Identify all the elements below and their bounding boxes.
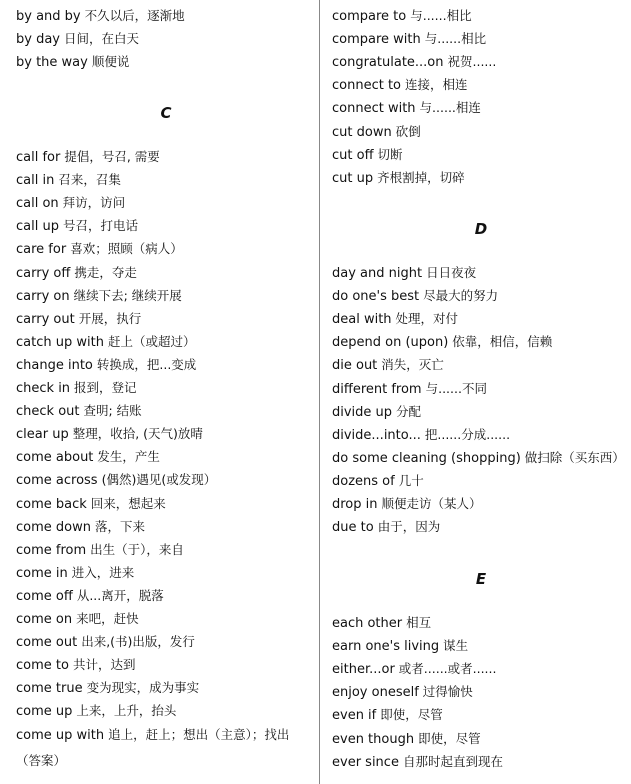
phrase-english: care for [16,242,67,258]
phrase-entry [16,30,139,49]
phrase-entry [16,679,199,698]
phrase-chinese: 召来，召集 [58,172,121,188]
phrase-entry [16,448,160,467]
phrase-entry [332,264,476,283]
phrase-english: catch up with [16,334,104,350]
phrase-english: carry off [16,265,71,281]
phrase-chinese: 切断 [377,146,403,162]
entry-continuation [16,752,66,771]
phrase-english: connect to [332,78,402,94]
phrase-entry [16,541,184,560]
phrase-chinese: 从...离开，脱落 [76,587,164,603]
phrase-chinese: 进入，进来 [71,564,135,580]
phrase-entry [332,380,487,399]
phrase-chinese: 砍倒 [395,123,421,139]
phrase-entry [332,7,472,26]
phrase-english: change into [16,357,93,373]
phrase-entry [16,356,196,375]
phrase-english: by the way [16,55,88,71]
phrase-entry [332,518,440,537]
phrase-chinese: 顺便走访（某人） [381,496,482,511]
phrase-english: each other [332,616,403,631]
phrase-entry [332,76,468,95]
phrase-entry [332,660,496,679]
phrase-entry [332,356,444,375]
phrase-chinese: 赶上（或超过） [107,333,196,349]
phrase-entry [16,264,137,283]
phrase-english: clear up [16,427,69,443]
phrase-english: come true [16,681,83,697]
phrase-chinese: 或者......或者...... [398,661,497,677]
phrase-entry [16,425,203,444]
phrase-chinese: 相互 [406,615,432,630]
phrase-english: dozens of [332,473,395,489]
phrase-chinese: 几十 [398,472,424,488]
phrase-english: check out [16,404,80,420]
phrase-english: call for [16,150,61,165]
phrase-entry [16,610,139,629]
phrase-english: deal with [332,312,392,328]
phrase-entry [332,637,468,656]
phrase-chinese: 开展，执行 [78,310,142,326]
phrase-entry [332,426,510,445]
phrase-english: call in [16,173,55,189]
phrase-chinese: 喜欢；照顾（病人） [70,241,183,257]
phrase-entry [16,194,125,213]
phrase-chinese: 与......相比 [410,8,472,23]
phrase-chinese: 把......分成...... [424,426,511,442]
phrase-entry [16,656,135,675]
phrase-english: come down [16,519,91,535]
phrase-entry [332,706,443,725]
phrase-english: come up with [16,727,105,743]
phrase-english: enjoy oneself [332,685,419,701]
phrase-english: connect with [332,101,416,117]
phrase-chinese: 与......不同 [425,380,487,396]
phrase-english: come back [16,496,87,512]
left-column [16,0,316,784]
phrase-chinese: 做扫除（买东西） [524,449,625,465]
phrase-english: even though [332,731,415,747]
phrase-chinese: 日间，在白天 [64,31,140,47]
phrase-english: different from [332,381,422,397]
phrase-entry [332,53,496,72]
phrase-entry [16,379,137,398]
phrase-chinese: 消失，灭亡 [381,357,444,373]
phrase-chinese: 号召，打电话 [62,218,138,234]
phrase-entry [16,333,195,352]
phrase-english: come in [16,565,68,581]
phrase-chinese: 尽最大的努力 [423,288,499,304]
phrase-english: compare with [332,32,421,48]
phrase-english: depend on (upon) [332,335,449,351]
phrase-entry [332,683,473,702]
phrase-chinese: 顺便说 [91,54,130,70]
phrase-chinese: 与......相比 [424,31,487,47]
phrase-chinese: 来吧，赶快 [76,611,139,626]
phrase-chinese: 提倡，号召, 需要 [64,149,160,164]
phrase-chinese: 处理，对付 [395,311,459,327]
phrase-entry [332,99,481,118]
phrase-english: come off [16,588,73,604]
phrase-entry [332,169,465,188]
section-letter-c: C [160,104,172,122]
phrase-english: call up [16,219,59,235]
column-divider [319,0,320,784]
phrase-english: come on [16,612,73,627]
phrase-chinese: 即使，尽管 [380,707,443,723]
phrase-entry [16,564,134,583]
phrase-english: come about [16,450,94,466]
phrase-chinese: 落，下来 [94,518,145,534]
phrase-english: day and night [332,266,423,281]
phrase-entry [16,633,195,652]
phrase-chinese: 祝贺...... [447,54,497,70]
phrase-entry [332,614,431,633]
phrase-chinese: 变为现实，成为事实 [86,680,200,696]
phrase-english: do one's best [332,289,420,305]
phrase-entry [332,146,403,165]
phrase-chinese: 自那时起直到现在 [402,753,503,769]
phrase-english: carry on [16,288,70,304]
phrase-entry [16,310,141,329]
phrase-entry [16,53,129,72]
phrase-chinese: 拜访，访问 [62,195,126,211]
phrase-entry [332,287,498,306]
phrase-chinese: 依靠，相信，信赖 [452,334,553,350]
phrase-chinese: 追上，赶上；想出（主意）；找出 [108,726,290,742]
phrase-chinese: 连接，相连 [405,77,468,93]
phrase-english: by and by [16,9,81,24]
phrase-chinese: 继续下去; 继续开展 [73,287,182,303]
phrase-chinese: 齐根割掉，切碎 [377,169,465,185]
phrase-chinese: 不久以后，逐渐地 [84,8,185,23]
phrase-english: congratulate...on [332,55,444,71]
phrase-english: come out [16,635,78,651]
phrase-english: come across [16,473,98,489]
phrase-entry [332,403,421,422]
phrase-entry [16,702,176,721]
phrase-chinese: 谋生 [443,638,469,654]
phrase-english: either...or [332,662,395,678]
phrase-english: check in [16,381,71,396]
phrase-english: cut up [332,170,374,186]
phrase-entry [16,402,142,421]
phrase-english: come up [16,704,73,720]
phrase-entry [332,30,486,49]
phrase-english: do some cleaning (shopping) [332,450,521,466]
phrase-entry [16,148,160,167]
phrase-english: come to [16,658,69,674]
phrase-entry [332,753,503,772]
phrase-entry [332,472,424,491]
phrase-entry [16,726,289,745]
phrase-entry [16,287,182,306]
phrase-english: come from [16,542,87,558]
phrase-english: compare to [332,9,407,24]
phrase-chinese: 转换成，把...变成 [96,356,197,372]
phrase-chinese: 出生（于），来自 [90,541,184,557]
section-letter-d: D [474,220,488,238]
phrase-english: call on [16,196,59,212]
phrase-english: due to [332,520,374,536]
phrase-chinese: 出来,(书)出版，发行 [81,634,195,650]
phrase-english: die out [332,358,378,374]
phrase-english: divide up [332,404,393,420]
entry-continuation-text: （答案） [16,753,67,768]
phrase-english: by day [16,32,60,48]
phrase-entry [332,730,481,749]
phrase-entry [332,333,552,352]
phrase-english: carry out [16,311,75,327]
phrase-entry [16,518,145,537]
phrase-chinese: (偶然)遇见(或发现） [101,472,217,488]
phrase-english: drop in [332,497,378,512]
right-column [332,0,630,784]
phrase-chinese: 整理，收拾, (天气)放晴 [72,426,203,442]
phrase-entry [16,587,164,606]
phrase-entry [16,171,121,190]
phrase-chinese: 分配 [396,403,422,419]
phrase-chinese: 报到，登记 [74,380,137,395]
phrase-english: even if [332,708,377,724]
phrase-chinese: 发生，产生 [97,449,160,465]
phrase-english: ever since [332,754,399,770]
phrase-chinese: 由于，因为 [377,519,441,535]
phrase-entry [16,7,185,26]
phrase-chinese: 携走，夺走 [74,264,137,280]
phrase-entry [332,495,482,514]
phrase-chinese: 上来，上升，抬头 [76,703,177,719]
phrase-english: cut off [332,147,374,163]
phrase-entry [332,449,625,468]
phrase-entry [332,310,458,329]
phrase-chinese: 共计，达到 [72,657,136,673]
phrase-entry [16,240,183,259]
phrase-chinese: 日日夜夜 [426,265,477,280]
phrase-chinese: 与......相连 [419,100,481,116]
phrase-chinese: 查明; 结账 [83,403,142,419]
phrase-entry [16,217,138,236]
phrase-entry [16,471,216,490]
phrase-chinese: 回来，想起来 [90,495,166,511]
phrase-entry [332,123,421,142]
phrase-chinese: 即使，尽管 [418,730,481,746]
phrase-english: divide...into... [332,427,421,443]
section-letter-e: E [475,570,487,588]
phrase-english: earn one's living [332,639,440,655]
phrase-english: cut down [332,124,392,140]
phrase-chinese: 过得愉快 [422,684,473,700]
phrase-entry [16,495,166,514]
